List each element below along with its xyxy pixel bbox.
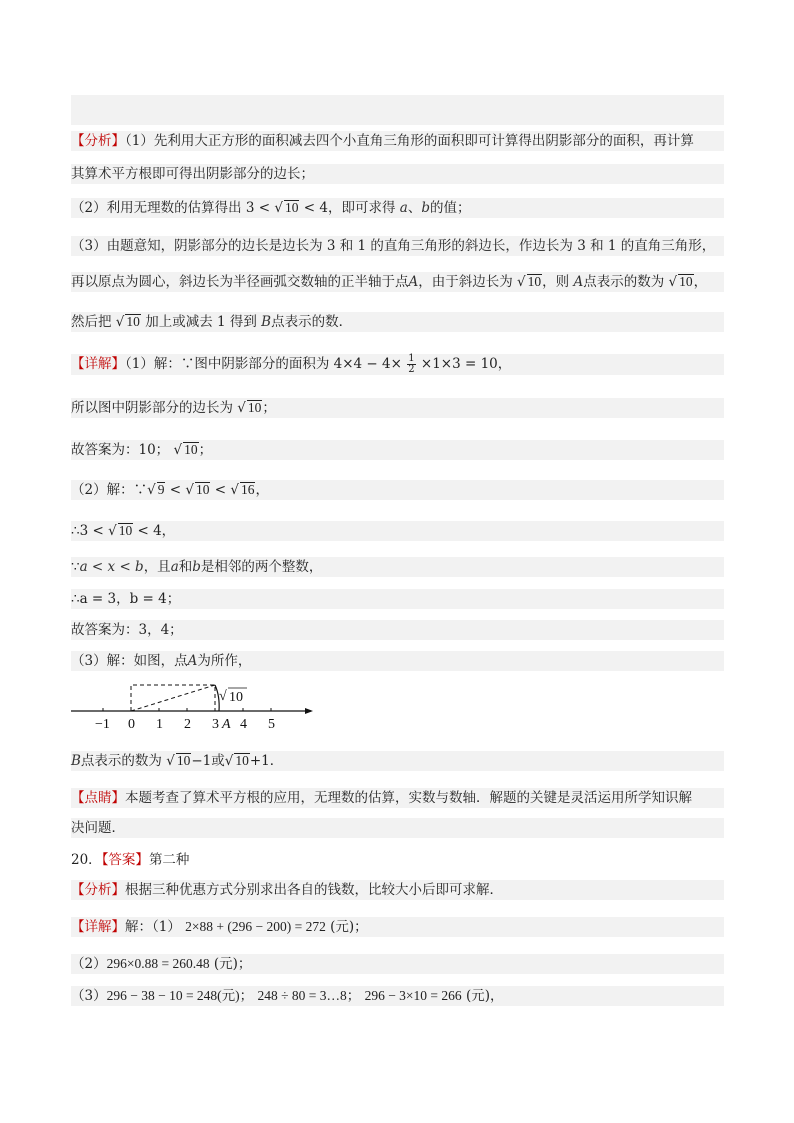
comment-tag: 【点睛】 [71, 790, 125, 806]
tick-label: −1 [95, 717, 110, 732]
analysis-line-3 [71, 198, 724, 218]
sqrt-radicand: 10 [118, 523, 133, 538]
detail-tag: 【详解】 [71, 356, 125, 372]
var-b: b [421, 200, 430, 216]
detail-text: （3） [71, 988, 107, 1004]
detail-line-6 [71, 557, 724, 577]
sqrt-symbol: √ [224, 753, 234, 769]
question-number: 20． [71, 852, 102, 868]
unit-text: (元)； [330, 919, 368, 935]
analysis-line-1 [71, 131, 724, 151]
var-a: a [399, 200, 408, 216]
q20-detail-line-3 [71, 986, 724, 1006]
sqrt-symbol: √ [115, 314, 125, 330]
detail-line-3 [71, 440, 724, 460]
var-b: b [192, 559, 201, 575]
calc-expression: 296 − 3×10 = 266 [364, 988, 462, 1003]
calc-expression: 248 ÷ 80 = 3…8； [257, 988, 361, 1003]
point-a-label: A [573, 274, 584, 290]
unit-text: (元)， [465, 988, 504, 1004]
analysis-text: （3）由题意知，阴影部分的边长是边长为 3 和 1 的直角三角形的斜边长，作边长为 3 和 1 的直角三角形， [71, 238, 716, 254]
q20-detail-line-2 [71, 954, 724, 974]
hypotenuse-label: 10 [229, 690, 243, 705]
analysis-text: 再以原点为圆心，斜边长为半径画弧交数轴的正半轴于点 [71, 274, 409, 290]
fraction-denominator: 2 [408, 364, 415, 375]
separator: 、 [407, 200, 422, 216]
detail-tag: 【详解】 [71, 919, 125, 935]
less-than: < [214, 482, 227, 498]
detail-text: ∴a = 3，b = 4； [71, 591, 181, 607]
sqrt-radicand: 9 [157, 482, 165, 497]
detail-text: −1或 [191, 753, 225, 769]
detail-text: 是相邻的两个整数， [200, 559, 323, 575]
comment-line-1 [71, 788, 724, 808]
detail-text: 故答案为：3，4； [71, 622, 183, 638]
point-a-label: A [187, 653, 198, 669]
point-b-label: B [71, 753, 81, 769]
sqrt-symbol: √ [668, 274, 678, 290]
point-a-label: A [222, 717, 231, 732]
sqrt-symbol: √ [517, 274, 526, 290]
q20-analysis-line [71, 880, 724, 900]
detail-text: （3）解：如图，点 [71, 653, 188, 669]
analysis-text: ， [693, 274, 708, 290]
detail-line-2 [71, 398, 724, 418]
sqrt-radicand: 10 [126, 314, 140, 329]
var-a: a [170, 559, 179, 575]
detail-line-1 [71, 354, 724, 375]
sqrt-symbol: √ [108, 523, 117, 539]
detail-text: ×1×3 = 10， [420, 356, 512, 372]
answer-text: 第二种 [148, 852, 190, 868]
analysis-text: 其算术平方根即可得出阴影部分的边长； [71, 166, 314, 182]
sqrt-radicand: 10 [679, 274, 693, 289]
detail-text: ∴3 < [71, 523, 104, 539]
sqrt-symbol: √ [219, 689, 227, 704]
detail-text: ， [255, 482, 269, 498]
analysis-text: ，由于斜边长为 [418, 274, 513, 290]
analysis-line-4 [71, 236, 724, 256]
comment-line-2 [71, 818, 724, 838]
detail-text: ∵ [71, 559, 80, 575]
detail-text: +1． [249, 753, 284, 769]
sqrt-symbol: √ [237, 400, 246, 416]
inequality: a < x < b [79, 559, 144, 575]
analysis-line-5 [71, 272, 724, 292]
number-line-figure [71, 682, 313, 732]
detail-text: 和 [178, 559, 193, 575]
sqrt-symbol: √ [185, 482, 194, 498]
calc-expression: 2×88 + (296 − 200) = 272 [185, 919, 326, 934]
detail-text: ，且 [143, 559, 171, 575]
detail-text: （2）解：∵ [71, 482, 148, 498]
detail-text: 为所作， [197, 653, 252, 669]
detail-text: 解：（1） [125, 919, 181, 935]
detail-line-8 [71, 620, 724, 640]
sqrt-symbol: √ [166, 753, 175, 769]
tick-label: 0 [128, 717, 135, 732]
sqrt-radicand: 10 [184, 442, 198, 457]
fraction-half [407, 354, 415, 375]
detail-line-10 [71, 751, 724, 771]
detail-text: ； [198, 442, 213, 458]
analysis-text: 的值； [430, 200, 471, 216]
analysis-text: 然后把 [71, 314, 112, 330]
detail-text: < 4， [137, 523, 176, 539]
analysis-tag: 【分析】 [71, 133, 125, 149]
detail-text: （1）解：∵图中阴影部分的面积为 4×4 − 4× [125, 356, 402, 372]
detail-text: 点表示的数为 [80, 753, 162, 769]
sqrt-radicand: 10 [527, 274, 542, 289]
sqrt-radicand: 10 [284, 200, 299, 215]
sqrt-symbol: √ [230, 482, 239, 498]
detail-line-4 [71, 480, 724, 500]
detail-line-9 [71, 651, 724, 671]
tick-label: 5 [268, 717, 275, 732]
q20-detail-line-1 [71, 917, 724, 937]
tick-label: 1 [156, 717, 163, 732]
answer-tag: 【答案】 [101, 852, 149, 868]
detail-line-5 [71, 521, 724, 541]
comment-text: 本题考查了算术平方根的应用，无理数的估算，实数与数轴．解题的关键是灵活运用所学知识解 [125, 790, 692, 806]
analysis-text: < 4，即可求得 [303, 200, 396, 216]
analysis-text: （1）先利用大正方形的面积减去四个小直角三角形的面积即可计算得出阴影部分的面积，再计算 [125, 133, 694, 149]
sqrt-radicand: 10 [235, 753, 249, 768]
analysis-text: 点表示的数． [271, 314, 353, 330]
detail-text: 故答案为：10； [71, 442, 170, 458]
sqrt-radicand: 16 [240, 482, 255, 497]
calc-expression: 296 − 38 − 10 = 248(元)； [106, 988, 254, 1003]
q20-answer-line [71, 850, 724, 870]
fraction-numerator: 1 [408, 353, 415, 364]
analysis-text: 点表示的数为 [583, 274, 665, 290]
tick-label: 2 [184, 717, 191, 732]
detail-text: ； [262, 400, 276, 416]
detail-text: （2） [71, 956, 107, 972]
analysis-line-2 [71, 164, 724, 184]
detail-text: 所以图中阴影部分的边长为 [71, 400, 233, 416]
unit-text: (元)； [213, 956, 252, 972]
calc-expression: 296×0.88 = 260.48 [106, 956, 210, 971]
top-shade-band [71, 95, 724, 125]
analysis-text: （2）利用无理数的估算得出 3 < [71, 200, 271, 216]
less-than: < [169, 482, 182, 498]
sqrt-symbol: √ [173, 442, 183, 458]
sqrt-radicand: 10 [247, 400, 262, 415]
sqrt-symbol: √ [147, 482, 156, 498]
analysis-text: ，则 [542, 274, 570, 290]
tick-label: 3 [212, 717, 219, 732]
detail-line-7 [71, 589, 724, 609]
sqrt-radicand: 10 [176, 753, 191, 768]
comment-text: 决问题． [71, 820, 125, 836]
point-b-label: B [261, 314, 272, 330]
sqrt-radicand: 10 [195, 482, 210, 497]
analysis-text: 加上或减去 1 得到 [145, 314, 257, 330]
analysis-text: 根据三种优惠方式分别求出各自的钱数，比较大小后即可求解． [125, 882, 503, 898]
analysis-tag: 【分析】 [71, 882, 125, 898]
point-a-label: A [408, 274, 419, 290]
sqrt-symbol: √ [274, 200, 283, 216]
analysis-line-6 [71, 312, 724, 332]
tick-label: 4 [240, 717, 247, 732]
